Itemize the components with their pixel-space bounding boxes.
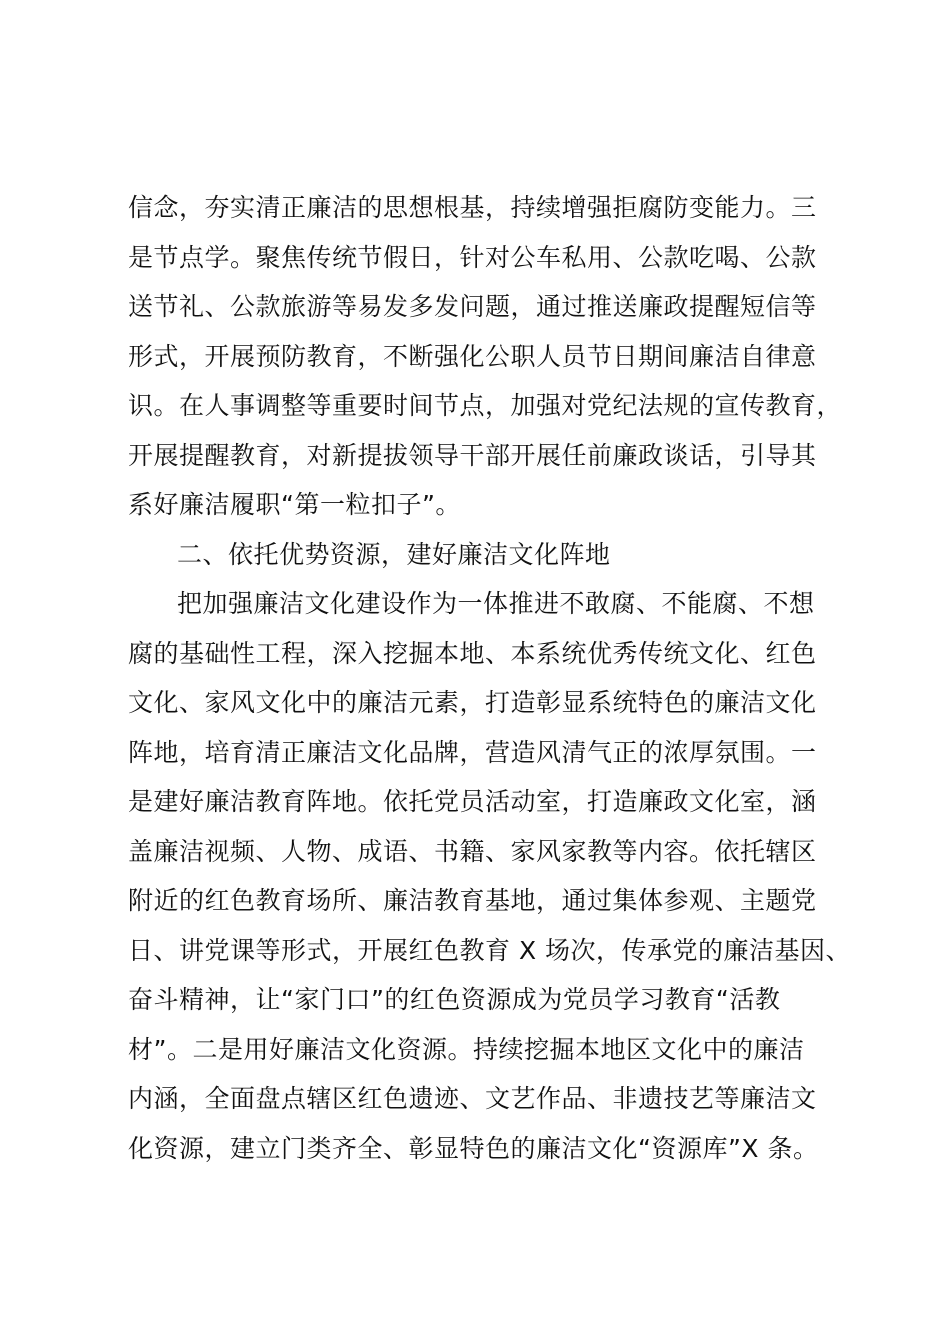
text-line: 是建好廉洁教育阵地。依托党员活动室，打造廉政文化室，涵 xyxy=(128,787,817,816)
text-line: 阵地，培育清正廉洁文化品牌，营造风清气正的浓厚氛围。一 xyxy=(128,737,817,767)
text-line: 文化、家风文化中的廉洁元素，打造彰显系统特色的廉洁文化 xyxy=(128,688,817,717)
text-line: 信念，夯实清正廉洁的思想根基，持续增强拒腐防变能力。三 xyxy=(128,193,817,222)
section-heading: 二、依托优势资源，建好廉洁文化阵地 xyxy=(177,539,611,569)
paragraph-first-line: 把加强廉洁文化建设作为一体推进不敢腐、不能腐、不想 xyxy=(177,589,815,618)
text-line: 材”。二是用好廉洁文化资源。持续挖掘本地区文化中的廉洁 xyxy=(128,1034,805,1064)
body-text xyxy=(128,183,868,1173)
text-line: 内涵，全面盘点辖区红色遗迹、文艺作品、非遗技艺等廉洁文 xyxy=(128,1084,817,1113)
text-line: 系好廉洁履职“第一粒扣子”。 xyxy=(128,490,461,519)
text-line: 形式，开展预防教育，不断强化公职人员节日期间廉洁自律意 xyxy=(128,341,817,371)
text-line: 盖廉洁视频、人物、成语、书籍、家风家教等内容。依托辖区 xyxy=(128,836,817,866)
text-line: 开展提醒教育，对新提拔领导干部开展任前廉政谈话，引导其 xyxy=(128,440,817,470)
text-line: 奋斗精神，让“家门口”的红色资源成为党员学习教育“活教 xyxy=(128,985,781,1014)
text-line: 附近的红色教育场所、廉洁教育基地，通过集体参观、主题党 xyxy=(128,886,817,915)
text-line: 识。在人事调整等重要时间节点，加强对党纪法规的宣传教育， xyxy=(128,391,843,420)
text-line: 是节点学。聚焦传统节假日，针对公车私用、公款吃喝、公款 xyxy=(128,242,817,272)
text-line: 化资源，建立门类齐全、彰显特色的廉洁文化“资源库”X 条。 xyxy=(128,1133,819,1163)
text-line: 日、讲党课等形式，开展红色教育 X 场次，传承党的廉洁基因、 xyxy=(128,935,852,965)
text-line: 送节礼、公款旅游等易发多发问题，通过推送廉政提醒短信等 xyxy=(128,292,817,321)
text-line: 腐的基础性工程，深入挖掘本地、本系统优秀传统文化、红色 xyxy=(128,638,817,668)
